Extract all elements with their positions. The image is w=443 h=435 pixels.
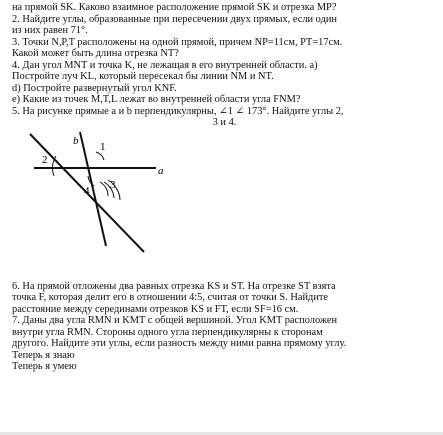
text-line: точка F, которая делит его в отношении 4:5, считая от точки S. Найдите <box>12 292 329 303</box>
text-line: из них равен 71°. <box>12 25 88 36</box>
text-line: Теперь я знаю <box>12 349 75 361</box>
text-line: Теперь я умею <box>12 361 77 372</box>
text-line: e) Какие из точек M,T,L лежат во внутренней области угла FNM? <box>12 94 301 105</box>
label-angle-4: 4 <box>84 184 90 197</box>
label-angle-1: 1 <box>100 140 106 153</box>
text-line: расстояние между серединами отрезков KS и FT, если SF=16 см. <box>12 303 299 315</box>
text-line: 2. Найдите углы, образованные при пересечении двух прямых, если один <box>12 13 337 25</box>
label-a: a <box>158 164 164 177</box>
label-angle-3: 3 <box>110 178 116 191</box>
text-line: d) Постройте развернутый угол KNF. <box>12 82 177 94</box>
text-line: другого. Найдите эти углы, если разность между ними равна прямому углу. <box>12 338 347 349</box>
text-line: на прямой SK. Каково взаимное расположение прямой SK и отрезка MP? <box>12 2 337 13</box>
text-line: 6. На прямой отложены два равных отрезка KS и ST. На отрезке ST взята <box>12 280 336 292</box>
text-line: Какой может быть длина отрезка NT? <box>12 48 179 59</box>
text-line: 4. Дан угол MNT и точка K, не лежащая в его внутренней области. a) <box>12 59 318 71</box>
angle-1-arc <box>96 152 104 160</box>
text-line: внутри угла RMN. Стороны одного угла перпендикулярны к сторонам <box>12 326 323 338</box>
perpendicular-lines-diagram <box>12 130 172 258</box>
text-line: 3 и 4. <box>212 117 237 128</box>
text-line: 3. Точки N,P,T расположены на одной прямой, причем NP=11см, PT=17см. <box>12 36 343 48</box>
geometry-figure <box>12 130 437 258</box>
blank-space <box>12 258 437 281</box>
text-line: 5. На рисунке прямые a и b перпендикулярны, ∠1 ∠ 173°. Найдите углы 2, <box>12 105 344 117</box>
label-b: b <box>73 134 79 147</box>
text-line: 7. Даны два угла RMN и KMT с общей вершиной. Угол KMT расположен <box>12 315 338 326</box>
label-angle-2: 2 <box>42 153 48 166</box>
text-line: Постройте луч KL, который пересекал бы линии NM и NT. <box>12 71 274 82</box>
